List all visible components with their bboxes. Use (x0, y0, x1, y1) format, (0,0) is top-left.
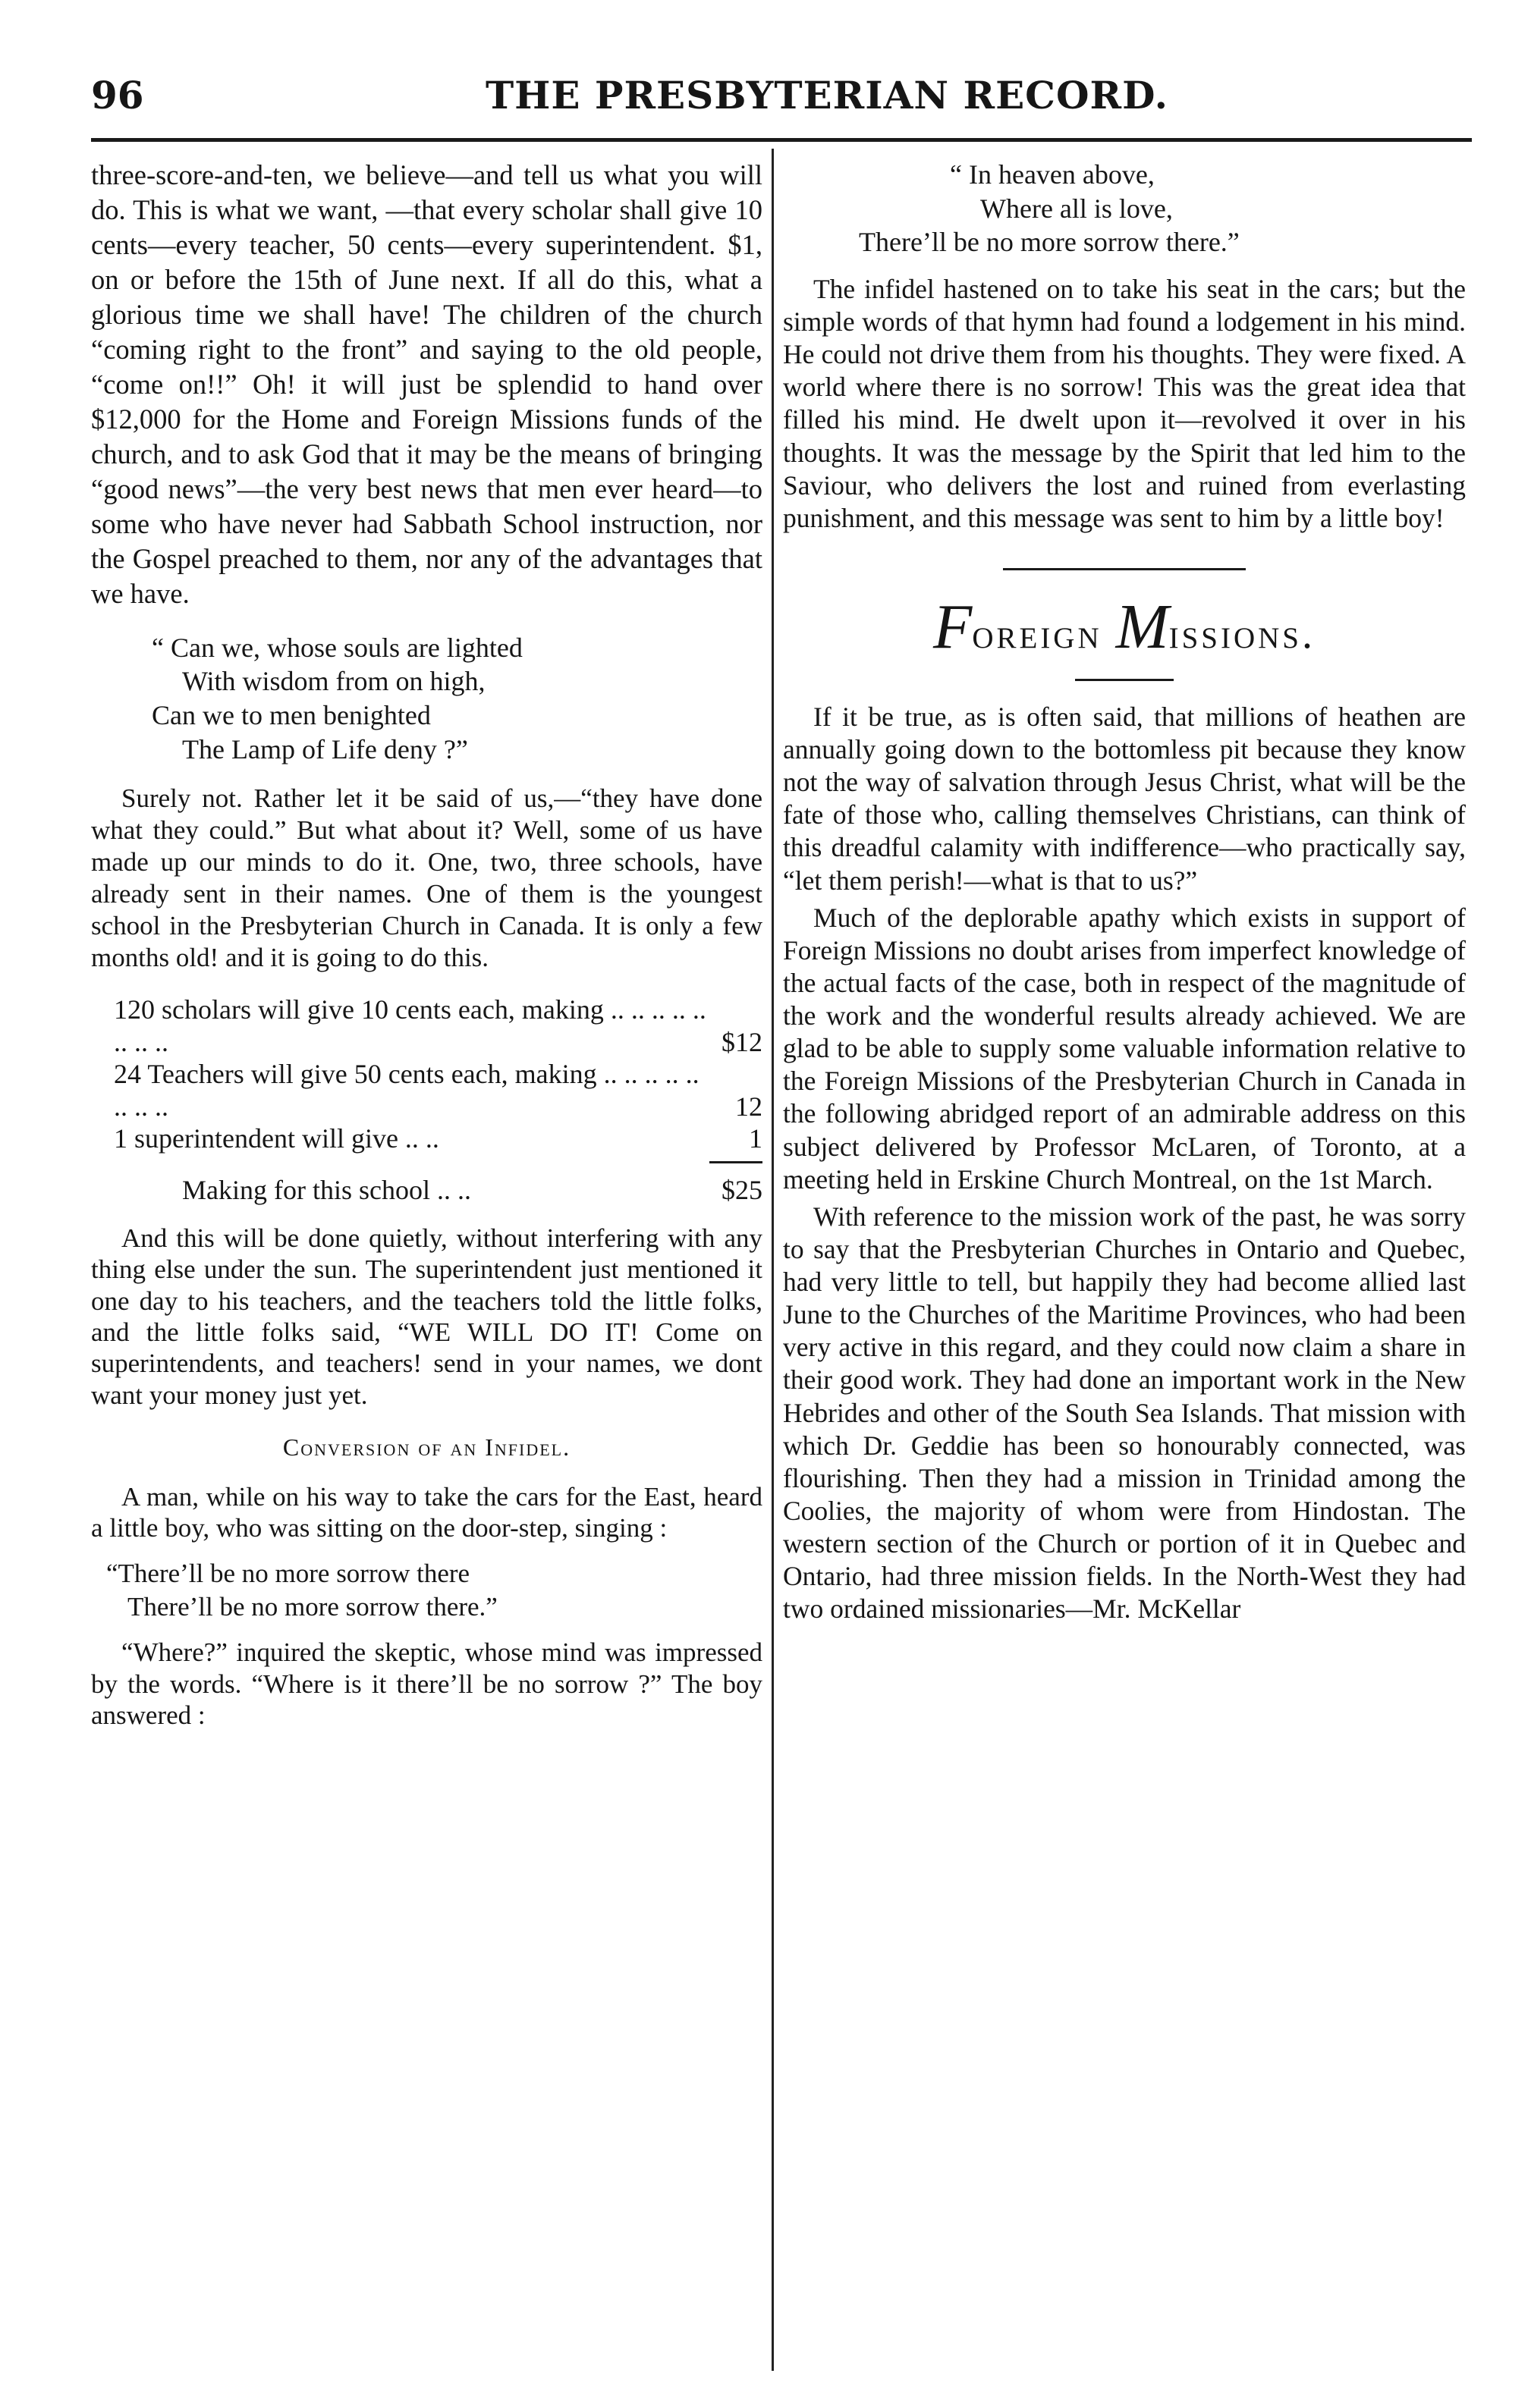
left-paragraph-1: three-score-and-ten, we believe—and tell us what you will do. This is what we want, —that every scholar shall give 10 cents—every teacher, 50 cents—every superintendent. $1, on or before the 15th of June next. If all do this, what a glorious time we shall have! The children of the church “coming right to the front” and saying to the old people, “come on!!” Oh! it will just be splendid to hand over $12,000 for the Home and Foreign Missions funds of the church, and to ask God that it may be the means of bringing “good news”—the very best news that men ever heard—to some who have never had Sabbath School instruction, nor the Gospel preached to them, nor any of the advantages that we have. (91, 159, 762, 609)
subheading-conversion: Conversion of an Infidel. (282, 1433, 571, 1461)
running-title: THE PRESBYTERIAN RECORD. (485, 73, 1169, 118)
verse-line: With wisdom from on high, (182, 666, 486, 697)
contribution-row (91, 994, 762, 1058)
verse-line: “ Can we, whose souls are lighted (152, 632, 523, 663)
contribution-total-label: Making for this school .. .. (182, 1174, 471, 1205)
contribution-label: 24 Teachers will give 50 cents each, making .. .. .. .. .. .. .. .. (114, 1059, 699, 1122)
contribution-amount: 12 (735, 1091, 762, 1122)
contribution-amount: $12 (721, 1026, 762, 1057)
verse-no-more-sorrow (91, 1557, 762, 1623)
verse-line: “There’ll be no more sorrow there (106, 1559, 470, 1589)
section-short-rule (1075, 679, 1174, 681)
left-column (91, 158, 762, 1731)
left-paragraph-5: “Where?” inquired the skeptic, whose mind was impressed by the words. “Where is it there’ll be no sorrow ?” The boy answered : (91, 1637, 762, 1730)
contribution-total-amount: $25 (721, 1174, 762, 1205)
right-paragraph-2: If it be true, as is often said, that millions of heathen are annually going down to the bottomless pit because they know not the way of salvation through Jesus Christ, what will be the fate of those who, calling themselves Christians, can think of this dreadful calamity with indifference—who practically say, “let them perish!—what is that to us?” (783, 701, 1466, 896)
contribution-row (91, 1122, 762, 1154)
verse-line: “ In heaven above, (950, 159, 1155, 190)
page-header (91, 73, 1472, 126)
left-paragraph-4: A man, while on his way to take the cars for the East, heard a little boy, who was sitting on the door-step, singing : (91, 1481, 762, 1543)
contribution-row (91, 1058, 762, 1122)
left-paragraph-2: Surely not. Rather let it be said of us,—“they have done what they could.” But what about it? Well, some of us have made up our minds to do it. One, two, three schools, have already sent in their names. One of them is the youngest school in the Presbyterian Church in Canada. It is only a few months old! and it is going to do this. (91, 783, 762, 973)
total-rule (709, 1161, 762, 1163)
section-title-initial: M (1115, 591, 1169, 662)
section-ornament-rule (1003, 568, 1246, 570)
right-paragraph-3: Much of the deplorable apathy which exists in support of Foreign Missions no doubt arises from imperfect knowledge of the actual facts of the case, both in respect of the magnitude of the work and the wonderful results already achieved. We are glad to be able to supply some valuable information relative to the Foreign Missions of the Presbyterian Church in Canada in the following abridged report of an admirable address on this subject delivered by Professor McLaren, of Toronto, at a meeting held in Erskine Church Montreal, on the 1st March. (783, 902, 1466, 1195)
header-rule (91, 138, 1472, 142)
section-title-foreign-missions (783, 590, 1466, 664)
right-paragraph-4: With reference to the mission work of the past, he was sorry to say that the Presbyterian Churches in Ontario and Quebec, had very little to tell, but happily they had become allied last June to the Churches of the Maritime Provinces, who had been very active in this regard, and they could now claim a share in their good work. They had done an important work in the New Hebrides and other of the South Sea Islands. That mission with which Dr. Geddie has been so honourably connected, was flourishing. Then they had a mission in Trinidad among the Coolies, the majority of whom were from Hindostan. The western section of the Church or portion of it in Quebec and Ontario, had three mission fields. In the North-West they had two ordained missionaries—Mr. McKellar (783, 1201, 1466, 1625)
verse-line: There’ll be no more sorrow there.” (859, 227, 1240, 258)
verse-heaven-above (783, 158, 1466, 259)
verse-line: Can we to men benighted (152, 700, 431, 731)
verse-line: Where all is love, (980, 193, 1173, 224)
section-title-word: oreign (972, 610, 1102, 658)
section-title-initial: F (933, 591, 973, 662)
section-title-word: issions. (1168, 610, 1316, 658)
contribution-total-row (91, 1174, 762, 1206)
contribution-table (91, 994, 762, 1206)
contribution-label: 1 superintendent will give .. .. (114, 1123, 439, 1154)
contribution-amount: 1 (749, 1123, 762, 1154)
verse-line: There’ll be no more sorrow there.” (127, 1591, 498, 1622)
contribution-label: 120 scholars will give 10 cents each, making .. .. .. .. .. .. .. .. (114, 994, 706, 1057)
verse-lamp-of-life (91, 631, 762, 767)
page-number: 96 (91, 73, 144, 118)
right-column (783, 158, 1466, 1625)
column-rule (772, 149, 774, 2371)
right-paragraph-1: The infidel hastened on to take his seat in the cars; but the simple words of that hymn had found a lodgement in his mind. He could not drive them from his thoughts. They were fixed. A world where there is no sorrow! This was the great idea that filled his mind. He dwelt upon it—revolved it over in his thoughts. It was the message by the Spirit that led him to the Saviour, who delivers the lost and ruined from everlasting punishment, and this message was sent to him by a little boy! (783, 273, 1466, 533)
verse-line: The Lamp of Life deny ?” (182, 733, 468, 764)
left-paragraph-3: And this will be done quietly, without interfering with any thing else under the sun. The superintendent just mentioned it one day to his teachers, and the teachers told the little folks, and the little folks said, “WE WILL DO IT! Come on superintendents, and teachers! send in your names, we dont want your money just yet. (91, 1223, 762, 1410)
